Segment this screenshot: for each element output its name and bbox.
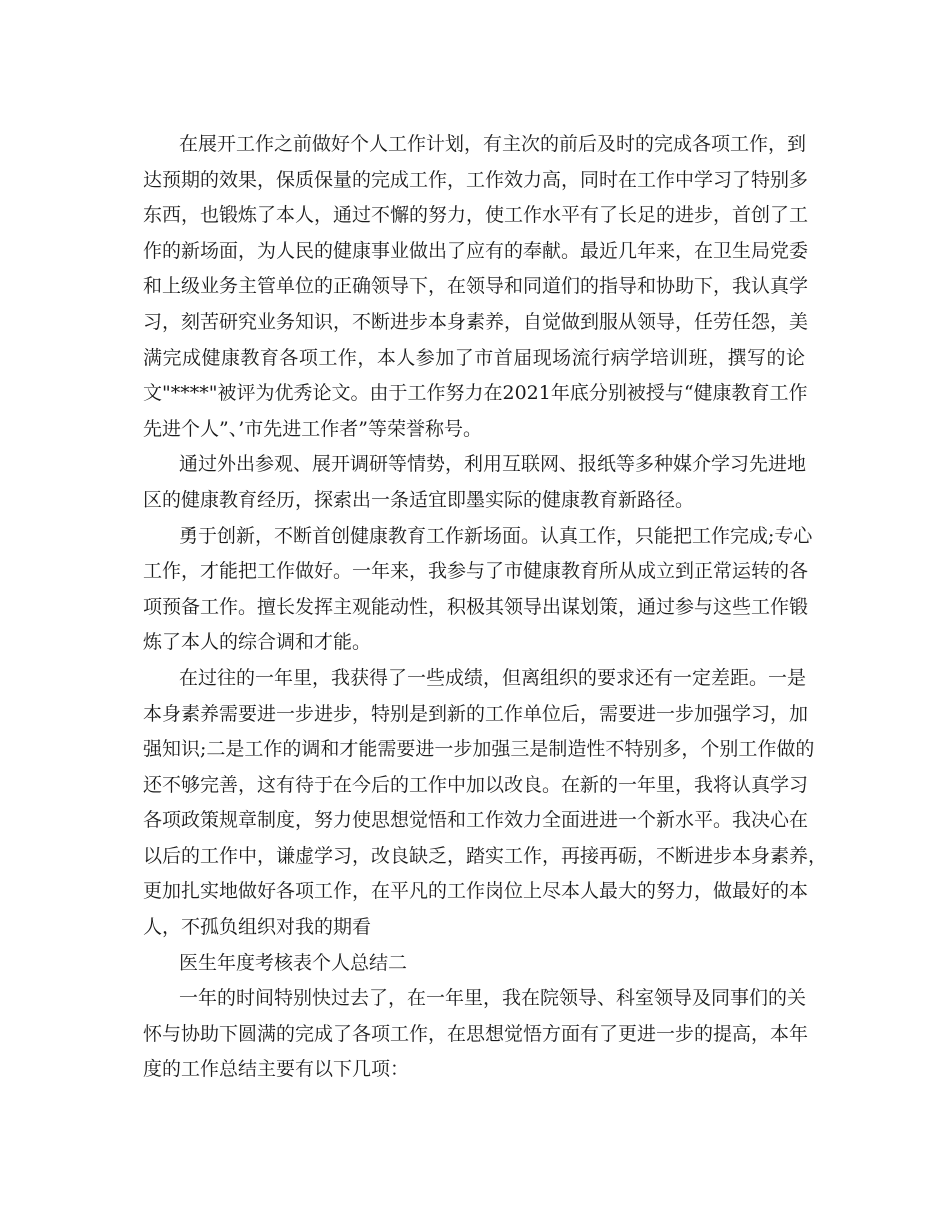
text-line: 和上级业务主管单位的正确领导下，在领导和同道们的指导和协助下，我认真学 [143,275,809,298]
text-line: 满完成健康教育各项工作，本人参加了市首届现场流行病学培训班，撰写的论 [143,346,805,369]
text-line: 怀与协助下圆满的完成了各项工作，在思想觉悟方面有了更进一步的提高，本年 [143,1022,809,1045]
text-line: 人，不孤负组织对我的期看 [143,916,372,939]
text-line: 习，刻苦研究业务知识，不断进步本身素养，自觉做到服从领导，任劳任怨，美 [143,310,809,333]
text-line: 在过往的一年里，我获得了一些成绩，但离组织的要求还有一定差距。一是 [179,666,807,689]
document-body [143,127,828,1088]
text-line: 达预期的效果，保质保量的完成工作，工作效力高，同时在工作中学习了特别多 [143,168,809,191]
paragraph [143,127,809,447]
paragraph [143,661,828,946]
text-line: 先进个人”、’市先进工作者”等荣誉称号。 [143,417,482,440]
text-line: 医生年度考核表个人总结二 [179,951,408,974]
text-line: 以后的工作中，谦虚学习，改良缺乏，踏实工作，再接再砺，不断进步本身素养， [143,844,828,867]
text-line: 项预备工作。擅长发挥主观能动性，积极其领导出谋划策，通过参与这些工作锻 [143,595,809,618]
text-line: 文"****"被评为优秀论文。由于工作努力在2021年底分别被授与“健康教育工作 [143,382,808,405]
text-line: 通过外出参观、展开调研等情势，利用互联网、报纸等多种媒介学习先进地 [179,453,807,476]
text-line: 本身素养需要进一步进步，特别是到新的工作单位后，需要进一步加强学习，加 [143,702,809,725]
text-line: 作的新场面，为人民的健康事业做出了应有的奉献。最近几年来，在卫生局党委 [143,239,809,262]
text-line: 东西，也锻炼了本人，通过不懈的努力，使工作水平有了长足的进步，首创了工 [143,204,809,227]
text-line: 炼了本人的综合调和才能。 [143,631,372,654]
text-line: 各项政策规章制度，努力使思想觉悟和工作效力全面进进一个新水平。我决心在 [143,809,809,832]
paragraph [143,981,809,1088]
text-line: 勇于创新，不断首创健康教育工作新场面。认真工作，只能把工作完成;专心 [179,524,813,547]
text-line: 一年的时间特别快过去了，在一年里，我在院领导、科室领导及同事们的关 [179,987,807,1010]
text-line: 区的健康教育经历，探索出一条适宜即墨实际的健康教育新路径。 [143,488,695,511]
paragraph [143,946,805,982]
paragraph [143,447,805,518]
text-line: 更加扎实地做好各项工作，在平凡的工作岗位上尽本人最大的努力，做最好的本 [143,880,809,903]
paragraph [143,519,813,661]
text-line: 度的工作总结主要有以下几项： [143,1058,410,1081]
text-line: 在展开工作之前做好个人工作计划，有主次的前后及时的完成各项工作，到 [179,133,807,155]
text-line: 还不够完善，这有待于在今后的工作中加以改良。在新的一年里，我将认真学习 [143,773,809,796]
text-line: 工作，才能把工作做好。一年来，我参与了市健康教育所从成立到正常运转的各 [143,560,809,583]
text-line: 强知识;二是工作的调和才能需要进一步加强三是制造性不特别多，个别工作做的 [143,738,815,761]
